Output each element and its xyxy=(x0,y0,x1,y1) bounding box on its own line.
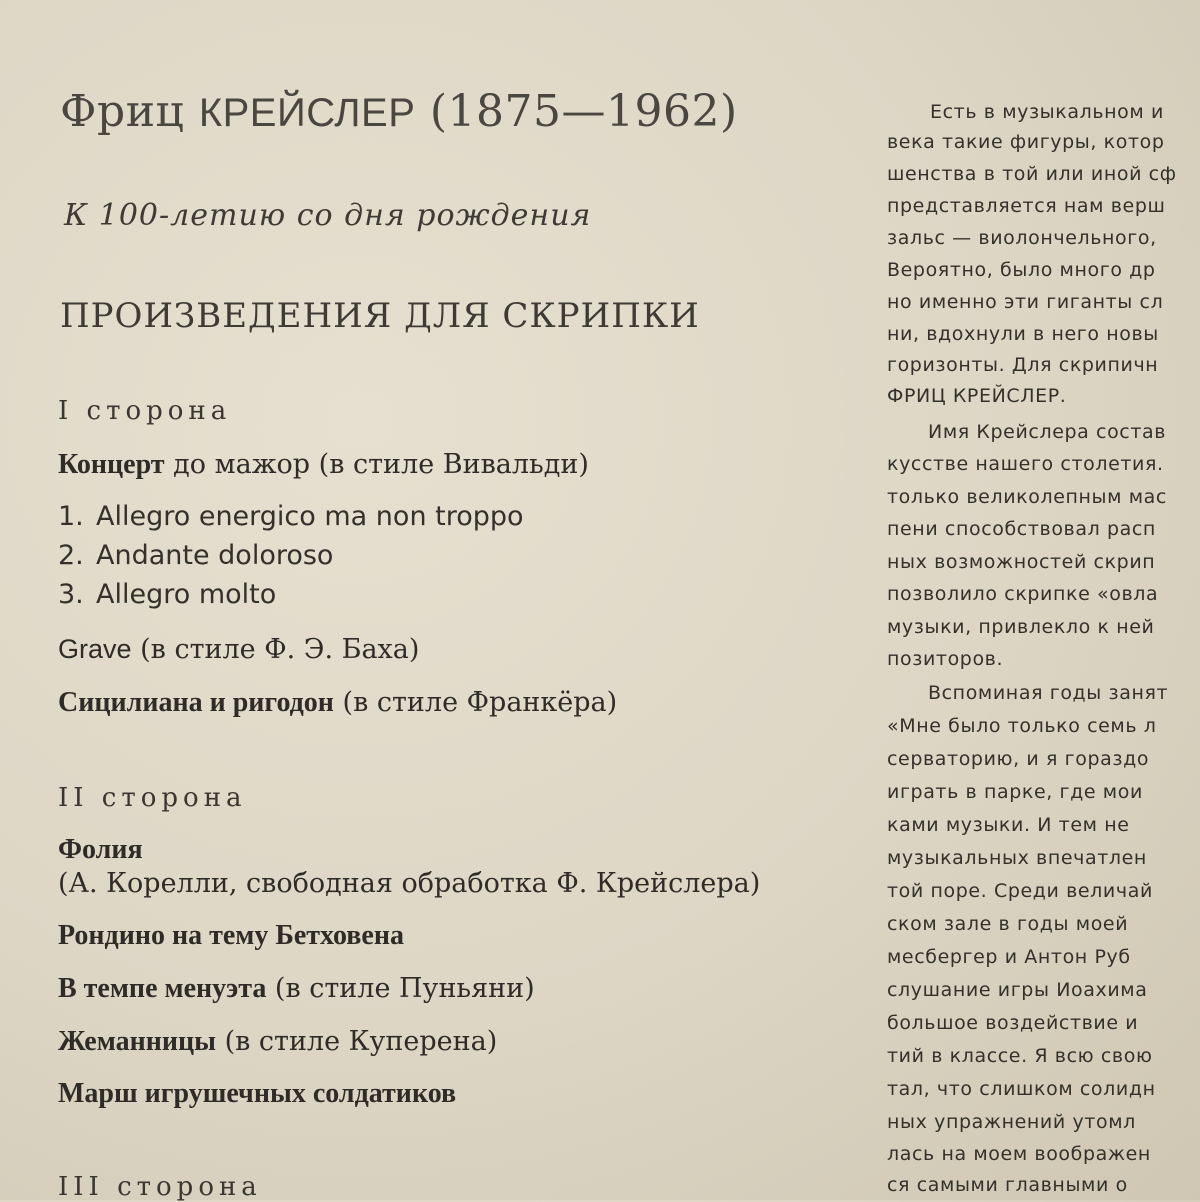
essay-line: горизонты. Для скрипичн xyxy=(887,354,1159,376)
essay-line: Есть в музыкальном и xyxy=(930,101,1164,123)
work-folia-note: (А. Корелли, свободная обработка Ф. Крейслера) xyxy=(58,868,761,899)
essay-line: зальс — виолончельного, xyxy=(887,227,1157,249)
essay-line: пени способствовал расп xyxy=(887,518,1156,540)
work-concerto-title: Концерт xyxy=(58,449,165,480)
essay-line: шенства в той или иной сф xyxy=(887,163,1177,185)
work-minuet-title: В темпе менуэта xyxy=(58,973,267,1004)
work-minuet-details: (в стиле Пуньяни) xyxy=(274,973,535,1004)
movement-number: 1. xyxy=(58,501,84,532)
movement-number: 3. xyxy=(58,579,84,610)
side-2-label: II сторона xyxy=(58,783,247,813)
work-minuet xyxy=(58,973,535,1005)
work-grave xyxy=(58,634,419,665)
work-march xyxy=(58,1078,456,1110)
work-zhemannitsy xyxy=(58,1026,497,1058)
essay-line: но именно эти гиганты сл xyxy=(887,291,1164,313)
work-siciliana-title: Сицилиана и ригодон xyxy=(58,687,334,718)
section-title: ПРОИЗВЕДЕНИЯ ДЛЯ СКРИПКИ xyxy=(60,296,700,336)
essay-line: ных упражнений утомл xyxy=(887,1111,1136,1133)
movement-title: Allegro energico ma non troppo xyxy=(96,501,524,532)
movement-title: Allegro molto xyxy=(96,579,277,610)
essay-line: кусстве нашего столетия. xyxy=(887,453,1164,475)
work-siciliana xyxy=(58,687,617,719)
composer-first-name: Фриц xyxy=(60,86,185,137)
movement-number: 2. xyxy=(58,540,84,571)
work-rondino xyxy=(58,920,404,952)
work-siciliana-details: (в стиле Франкёра) xyxy=(342,687,618,718)
work-folia xyxy=(58,834,143,866)
essay-line: ском зале в годы моей xyxy=(887,913,1129,935)
movement-title: Andante doloroso xyxy=(96,540,334,571)
essay-line: представляется нам верш xyxy=(887,195,1166,217)
essay-line: Имя Крейслера состав xyxy=(928,421,1167,443)
movement-3 xyxy=(58,579,276,610)
essay-line: ками музыки. И тем не xyxy=(887,814,1130,836)
essay-line: позиторов. xyxy=(887,648,1004,670)
work-concerto-details: до мажор (в стиле Вивальди) xyxy=(173,449,589,480)
essay-line: Вспоминая годы занят xyxy=(928,682,1169,704)
essay-line: большое воздействие и xyxy=(887,1012,1139,1034)
essay-line: той поре. Среди величай xyxy=(887,880,1153,902)
work-march-title: Марш игрушечных солдатиков xyxy=(58,1078,457,1109)
program-column xyxy=(56,0,856,1200)
essay-line: ных возможностей скрип xyxy=(887,551,1156,573)
essay-line: ся самыми главными о xyxy=(887,1174,1128,1196)
page-title xyxy=(60,86,738,137)
essay-line: месбергер и Антон Руб xyxy=(887,946,1131,968)
work-zhemannitsy-details: (в стиле Куперена) xyxy=(224,1026,498,1057)
side-1-label: I сторона xyxy=(58,396,232,426)
essay-line: только великолепным мас xyxy=(887,486,1167,508)
work-grave-details: (в стиле Ф. Э. Баха) xyxy=(140,634,420,665)
essay-line: Вероятно, было много др xyxy=(887,259,1156,281)
essay-line: ФРИЦ КРЕЙСЛЕР. xyxy=(887,385,1067,407)
essay-line: тий в классе. Я всю свою xyxy=(887,1045,1153,1067)
subtitle: К 100-летию со дня рождения xyxy=(64,198,592,233)
work-concerto xyxy=(58,449,589,481)
essay-line: слушание игры Иоахима xyxy=(887,979,1148,1001)
work-zhemannitsy-title: Жеманницы xyxy=(58,1026,216,1057)
work-grave-title: Grave xyxy=(58,634,132,664)
work-rondino-title: Рондино на тему Бетховена xyxy=(58,920,404,951)
essay-line: века такие фигуры, котор xyxy=(887,131,1165,153)
essay-line: тал, что слишком солидн xyxy=(887,1078,1156,1100)
essay-line: ни, вдохнули в него новы xyxy=(887,323,1159,345)
work-folia-title: Фолия xyxy=(58,834,143,865)
essay-line: позволило скрипке «овла xyxy=(887,583,1159,605)
essay-line: музыки, привлекло к ней xyxy=(887,616,1155,638)
essay-line: играть в парке, где мои xyxy=(887,781,1143,803)
composer-years: (1875—1962) xyxy=(429,86,738,137)
side-3-label: III сторона xyxy=(58,1172,262,1202)
essay-line: музыкальных впечатлен xyxy=(887,847,1147,869)
movement-1 xyxy=(58,501,524,532)
essay-line: лась на моем воображен xyxy=(887,1143,1151,1165)
composer-last-name: КРЕЙСЛЕР xyxy=(198,91,416,135)
essay-line: серваторию, и я гораздо xyxy=(887,748,1150,770)
essay-line: «Мне было только семь л xyxy=(887,715,1157,737)
movement-2 xyxy=(58,540,333,571)
